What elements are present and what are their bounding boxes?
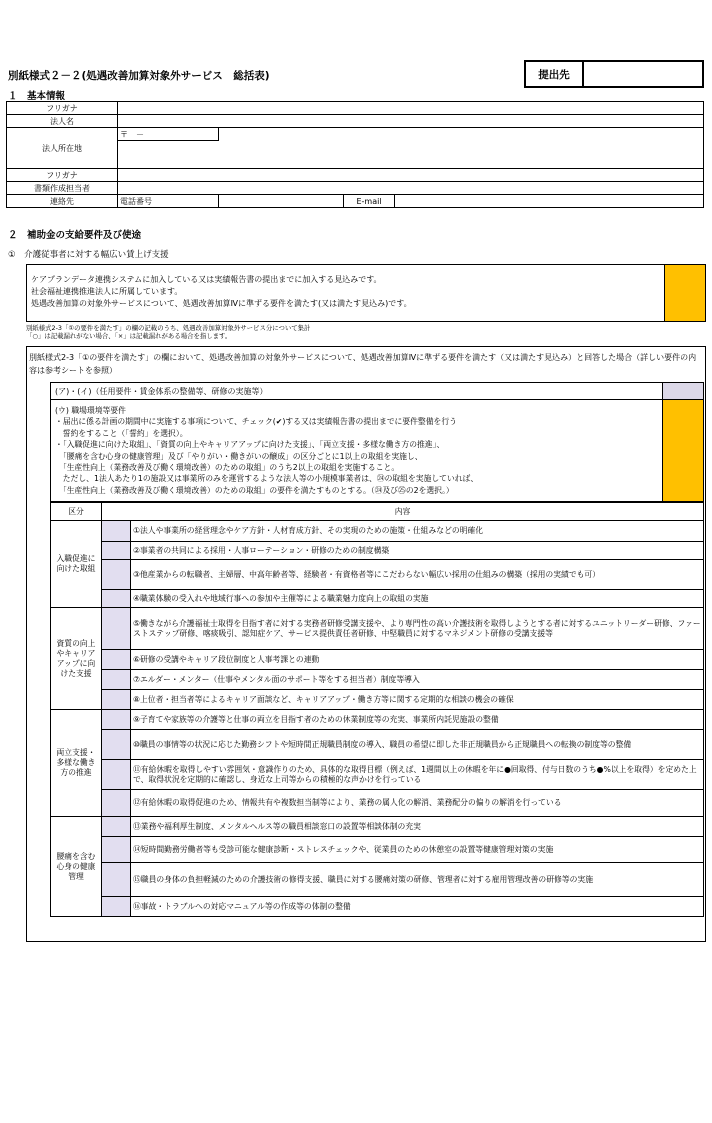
address-label: 法人所在地 xyxy=(7,128,118,169)
item-checkbox[interactable] xyxy=(102,670,131,690)
item-text: ⑤働きながら介護福祉士取得を目指す者に対する実務者研修受講支援や、より専門性の高い介護技術を取得しようとする者に対するユニットリーダー研修、ファーストステップ研修、喀痰吸引、認知症ケア、サービス提供責任者研修、中堅職員に対するマネジメント研修の受講支援等 xyxy=(131,608,704,650)
item-text: ⑭短時間勤務労働者等も受診可能な健康診断・ストレスチェックや、従業員のための休憩室の設置等健康管理対策の実施 xyxy=(131,837,704,863)
req-u-line: ・届出に係る計画の期間中に実施する事項について、チェック(✔)する又は実績報告書の提出までに要件整備を行う xyxy=(55,417,457,427)
req-u-line: 「腰痛を含む心身の健康管理」及び「やりがい・働きがいの醸成」の区分ごとに1以上の取組を実施し、 xyxy=(55,451,423,461)
document-preparer-label: 書類作成担当者 xyxy=(7,182,118,195)
item-checkbox[interactable] xyxy=(102,760,131,790)
item-checkbox[interactable] xyxy=(102,897,131,917)
category-cell: 腰痛を含む心身の健康管理 xyxy=(51,817,102,917)
furigana-field[interactable] xyxy=(118,102,704,115)
req-u-block xyxy=(50,400,704,502)
box1-line: ケアプランデータ連携システムに加入している又は実績報告書の提出までに加入する見込みです。 xyxy=(31,275,382,284)
item-text: ⑧上位者・担当者等によるキャリア面談など、キャリアアップ・働き方等に関する定期的な相談の機会の確保 xyxy=(131,690,704,710)
corporation-name-field[interactable] xyxy=(118,115,704,128)
aggregation-note: 別紙様式2-3「①の要件を満たす」の欄の記載のうち、処遇改善加算対象外サービス分について集計 xyxy=(26,324,311,332)
req-u-line: 「生産性向上（業務改善及び働く環境改善）のための取組」の要件を満たすものとする。（㉔及び㉕の2を選択。） xyxy=(55,485,454,495)
item-checkbox[interactable] xyxy=(102,560,131,590)
page-title: 別紙様式２－２(処遇改善加算対象外サービス 総括表) xyxy=(8,70,270,82)
item-text: ③他産業からの転職者、主婦層、中高年齢者等、経験者・有資格者等にこだわらない幅広い採用の仕組みの構築（採用の実績でも可） xyxy=(131,560,704,590)
item-checkbox[interactable] xyxy=(102,650,131,670)
category-cell: 資質の向上やキャリアアップに向けた支援 xyxy=(51,608,102,710)
box1-line: 処遇改善加算の対象外サービスについて、処遇改善加算Ⅳに準ずる要件を満たす(又は満たす見込み)です。 xyxy=(31,299,412,308)
section2-heading: ２ 補助金の支給要件及び使途 xyxy=(8,230,142,241)
req-u-line: 「生産性向上（業務改善及び働く環境改善）のための取組」のうち2以上の取組を実施すること。 xyxy=(55,463,400,473)
item-text: ⑩職員の事情等の状況に応じた勤務シフトや短時間正規職員制度の導入、職員の希望に即した非正規職員から正規職員への転換の制度等の整備 xyxy=(131,730,704,760)
item-text: ②事業者の共同による採用・人事ローテーション・研修のための制度構築 xyxy=(131,542,704,560)
basic-info-table xyxy=(6,101,704,208)
item-text: ①法人や事業所の経営理念やケア方針・人材育成方針、その実現のための施策・仕組みなどの明確化 xyxy=(131,521,704,542)
item-checkbox[interactable] xyxy=(102,790,131,817)
req-a-row xyxy=(50,382,704,400)
req-a-label: (ア)・(イ)（任用要件・賃金体系の整備等、研修の実施等） xyxy=(55,387,268,396)
item-checkbox[interactable] xyxy=(102,542,131,560)
item-text: ⑬業務や福利厚生制度、メンタルヘルス等の職員相談窓口の設置等相談体制の充実 xyxy=(131,817,704,837)
item-text: ⑨子育てや家族等の介護等と仕事の両立を目指す者のための休業制度等の充実、事業所内託児施設の整備 xyxy=(131,710,704,730)
corporation-name-label: 法人名 xyxy=(7,115,118,128)
item-text: ⑥研修の受講やキャリア段位制度と人事考課との連動 xyxy=(131,650,704,670)
box2-intro: 別紙様式2-3「①の要件を満たす」の欄において、処遇改善加算の対象外サービスについて、処遇改善加算Ⅳに準ずる要件を満たす（又は満たす見込み）と回答した場合（詳しい要件の内容は参考シートを参照） xyxy=(29,353,697,375)
item-text: ⑦エルダー・メンター（仕事やメンタル面のサポート等をする担当者）制度等導入 xyxy=(131,670,704,690)
item-text: ④職業体験の受入れや地域行事への参加や主催等による職業魅力度向上の取組の実施 xyxy=(131,590,704,608)
req-u-line: 誓約をすること（「誓約」を選択）。 xyxy=(55,428,188,438)
item-checkbox[interactable] xyxy=(102,837,131,863)
item-checkbox[interactable] xyxy=(102,590,131,608)
req-u-line: ただし、1法人あたり1の施設又は事業所のみを運営するような法人等の小規模事業者は、㉔の取組を実施していれば、 xyxy=(55,474,479,484)
item-checkbox[interactable] xyxy=(102,817,131,837)
req-a-check-cell[interactable] xyxy=(662,383,703,399)
furigana2-label: フリガナ xyxy=(7,169,118,182)
category-cell: 両立支援・多様な働き方の推進 xyxy=(51,710,102,817)
req-u-check-cell[interactable] xyxy=(662,400,703,501)
postal-code-field[interactable]: 〒 － xyxy=(118,128,219,141)
address-field[interactable] xyxy=(118,141,704,169)
item-checkbox[interactable] xyxy=(102,608,131,650)
req-u-line: (ウ) 職場環境等要件 xyxy=(55,406,126,415)
submit-to-label: 提出先 xyxy=(526,62,584,86)
box1-check-cell[interactable] xyxy=(664,265,705,321)
submit-to-box xyxy=(524,60,704,88)
category-cell: 入職促進に向けた取組 xyxy=(51,521,102,608)
box1-line: 社会福祉連携推進法人に所属しています。 xyxy=(31,287,183,296)
submit-to-field[interactable] xyxy=(584,62,702,86)
req-u-line: ・「入職促進に向けた取組」、「資質の向上やキャリアアップに向けた支援」、「両立支援・多様な働き方の推進」、 xyxy=(55,440,445,450)
furigana2-field[interactable] xyxy=(118,169,704,182)
item-checkbox[interactable] xyxy=(102,730,131,760)
item-text: ⑯事故・トラブルへの対応マニュアル等の作成等の体制の整備 xyxy=(131,897,704,917)
section1-heading: １ 基本情報 xyxy=(8,91,66,102)
item-checkbox[interactable] xyxy=(102,521,131,542)
tel-field[interactable] xyxy=(219,195,344,208)
item-text: ⑪有給休暇を取得しやすい雰囲気・意識作りのため、具体的な取得目標（例えば、1週間以上の休暇を年に●回取得、付与日数のうち●%以上を取得）を定めた上で、取得状況を定期的に確認し、身近な上司等からの積極的な声かけを行っている xyxy=(131,760,704,790)
column-category-header: 区分 xyxy=(51,503,102,521)
item-checkbox[interactable] xyxy=(102,863,131,897)
item-text: ⑫有給休暇の取得促進のため、情報共有や複数担当制等により、業務の属人化の解消、業務配分の偏りの解消を行っている xyxy=(131,790,704,817)
item1-heading: ① 介護従事者に対する幅広い賃上げ支援 xyxy=(8,250,169,260)
email-field[interactable] xyxy=(395,195,704,208)
column-content-header: 内容 xyxy=(102,503,704,521)
document-preparer-field[interactable] xyxy=(118,182,704,195)
requirement-box-1 xyxy=(26,264,706,322)
item-checkbox[interactable] xyxy=(102,710,131,730)
environment-requirements-table xyxy=(50,502,704,917)
tel-label: 電話番号 xyxy=(118,195,219,208)
contact-label: 連絡先 xyxy=(7,195,118,208)
item-text: ⑮職員の身体の負担軽減のための介護技術の修得支援、職員に対する腰痛対策の研修、管理者に対する雇用管理改善の研修等の実施 xyxy=(131,863,704,897)
item-checkbox[interactable] xyxy=(102,690,131,710)
furigana-label: フリガナ xyxy=(7,102,118,115)
email-label: E-mail xyxy=(344,195,395,208)
aggregation-note: 「○」は記載漏れがない場合、「×」は記載漏れがある場合を指します。 xyxy=(26,332,232,340)
